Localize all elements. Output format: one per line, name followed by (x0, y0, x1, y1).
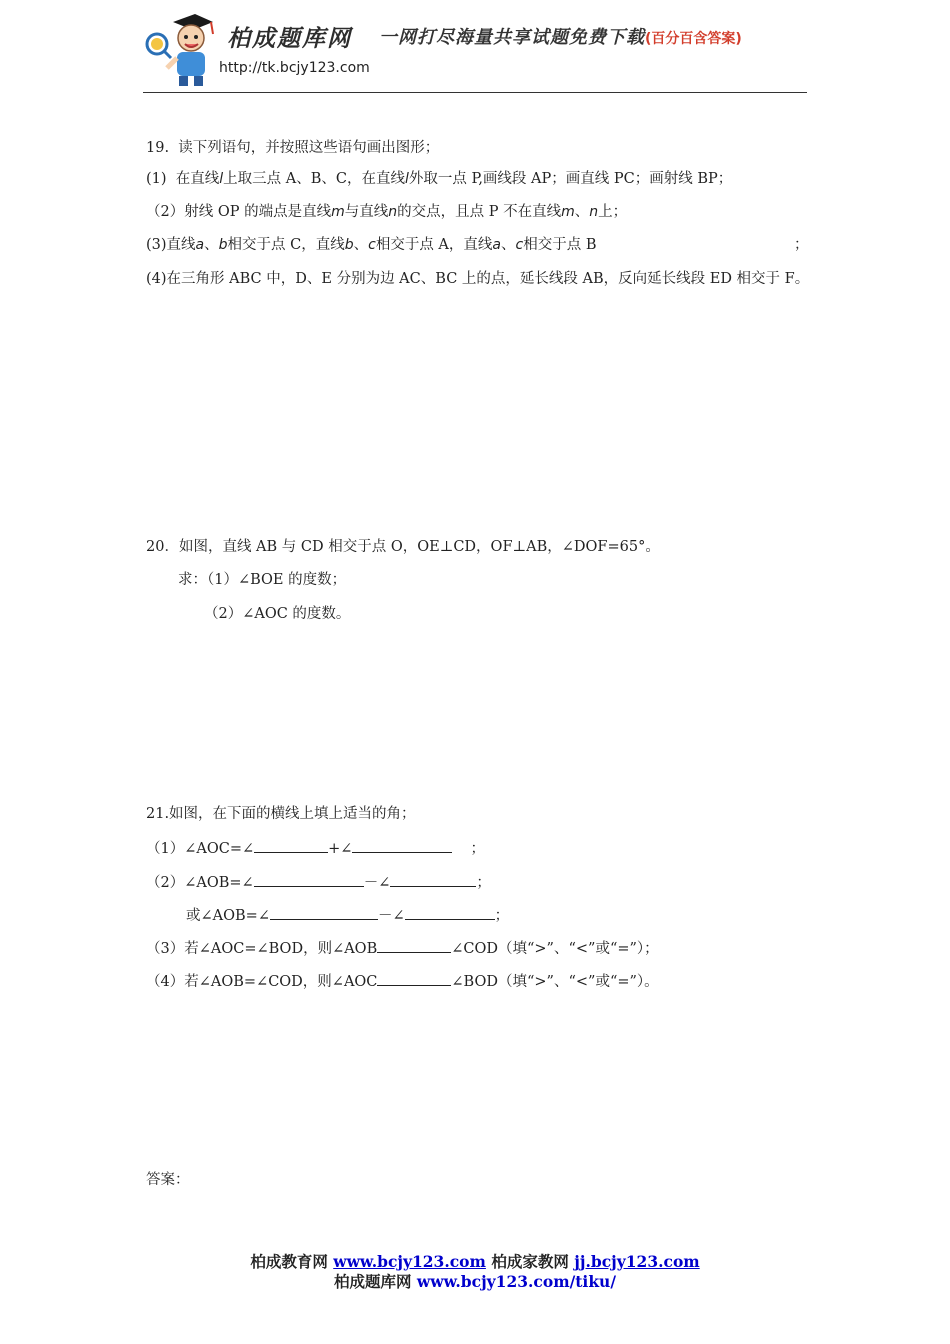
q21-line3 (186, 905, 509, 925)
site-url[interactable]: http://tk.bcjy123.com (219, 60, 370, 76)
q19-p3e: 相交于点 A，直线 (375, 237, 493, 253)
q19-p2a: （2）射线 OP 的端点是直线 (146, 204, 332, 220)
answer-blank[interactable] (254, 838, 328, 853)
q21-l1a: （1）∠AOC=∠ (146, 841, 255, 857)
var-c-2: c (515, 237, 524, 253)
q19-p3a: (3)直线 (146, 237, 196, 253)
q21-l2c: ； (476, 875, 491, 891)
var-b-2: b (344, 237, 354, 253)
footer-edu-label: 柏成教育网 (250, 1252, 328, 1271)
q19-p1d: 一点 P,画线段 AP；画直线 PC；画射线 BP； (437, 171, 733, 187)
q21-l5a: （4）若∠AOB=∠COD，则∠AOC (146, 974, 378, 990)
q21-l1c: ； (470, 841, 485, 857)
q19-p2b: 与直线 (344, 204, 389, 220)
footer-tiku-label: 柏成题库网 (334, 1272, 412, 1291)
q19-title: 19. 读下列语句，并按照这些语句画出图形； (146, 140, 440, 156)
q20-title: 20．如图，直线 AB 与 CD 相交于点 O，OE⊥CD，OF⊥AB，∠DOF=65°。 (146, 539, 660, 555)
q20-ask1: 求：（1）∠BOE 的度数； (178, 572, 347, 588)
answer-blank[interactable] (377, 938, 451, 953)
footer-edu-link[interactable]: www.bcjy123.com (333, 1252, 486, 1271)
answer-label: 答案： (146, 1172, 190, 1188)
var-a-2: a (492, 237, 502, 253)
q19-p3d: 、 (353, 237, 369, 253)
q21-l1b: +∠ (328, 841, 353, 857)
answer-blank[interactable] (270, 905, 378, 920)
q19-p3f: 、 (501, 237, 516, 253)
var-l-1: l (219, 171, 224, 187)
q19-p3g: 相交于点 B (523, 237, 597, 253)
footer-line-1 (0, 1250, 950, 1272)
q19-p2d: 、 (574, 204, 590, 220)
q19-part4 (146, 270, 809, 288)
q19-part1 (146, 170, 732, 188)
var-m-1: m (331, 204, 345, 220)
slogan (379, 23, 742, 49)
q21-line1 (146, 838, 485, 858)
answer-blank[interactable] (254, 872, 364, 887)
var-n-2: n (589, 204, 599, 220)
q19-part3-end: ； (794, 237, 809, 253)
var-a-1: a (195, 237, 205, 253)
answer-blank[interactable] (377, 971, 451, 986)
var-n-1: n (388, 204, 398, 220)
footer-tutor-link[interactable]: jj.bcjy123.com (574, 1252, 700, 1271)
q21-l4b: ∠COD（填“>”、“<”或“=”）； (451, 941, 659, 957)
answer-blank[interactable] (352, 838, 452, 853)
page-header (143, 8, 807, 94)
q19-p4b: C、B (409, 271, 447, 287)
answer-blank[interactable] (405, 905, 495, 920)
q19-p1a: (1) 在直线 (146, 171, 220, 187)
mascot-logo-icon (143, 8, 223, 88)
q21-title: 21.如图，在下面的横线上填上适当的角； (146, 806, 416, 822)
q19-p3b: 、 (204, 237, 219, 253)
q21-l2a: （2）∠AOB=∠ (146, 875, 254, 891)
var-b-1: b (218, 237, 228, 253)
q19-p4a: (4)在三角形 ABC 中，D、E 分别为边 A (146, 271, 410, 287)
q19-p1c: 外取 (408, 171, 438, 187)
header-divider (143, 92, 807, 93)
q19-p4c: C 上的点，延长线段 AB，反向延长线段 ED 相交于 F。 (446, 271, 810, 287)
var-m-2: m (561, 204, 575, 220)
q20-ask2: （2）∠AOC 的度数。 (204, 606, 351, 622)
slogan-text: 一网打尽海量共享试题免费下载 (379, 27, 645, 48)
q19-p2e: 上； (598, 204, 628, 220)
q21-l2b: －∠ (363, 875, 391, 891)
q21-l3b: －∠ (377, 908, 405, 924)
q19-p2c: 的交点，且点 P 不在直线 (397, 204, 562, 220)
answer-badge: (百分百含答案) (645, 31, 742, 47)
q21-line4 (146, 938, 659, 958)
footer-tutor-label: 柏成家教网 (491, 1252, 569, 1271)
brand-title: 柏成题库网 (227, 26, 352, 52)
q21-l3c: ； (494, 908, 510, 924)
q21-line2 (146, 872, 491, 892)
var-c-1: c (368, 237, 376, 253)
var-l-2: l (405, 171, 409, 187)
q19-p3c: 相交于点 C，直线 (227, 237, 345, 253)
q21-line5 (146, 971, 659, 991)
q21-l3a: 或∠AOB=∠ (186, 908, 270, 924)
q19-part3 (146, 236, 596, 254)
footer-line-2 (0, 1270, 950, 1292)
q19-part2 (146, 203, 627, 221)
q21-l5b: ∠BOD（填“>”、“<”或“=”）。 (451, 974, 659, 990)
q19-p1b: 上取三点 A、B、C，在直线 (223, 171, 405, 187)
answer-blank[interactable] (390, 872, 476, 887)
footer-tiku-link[interactable]: www.bcjy123.com/tiku/ (416, 1272, 616, 1291)
q21-l4a: （3）若∠AOC=∠BOD，则∠AOB (146, 941, 378, 957)
